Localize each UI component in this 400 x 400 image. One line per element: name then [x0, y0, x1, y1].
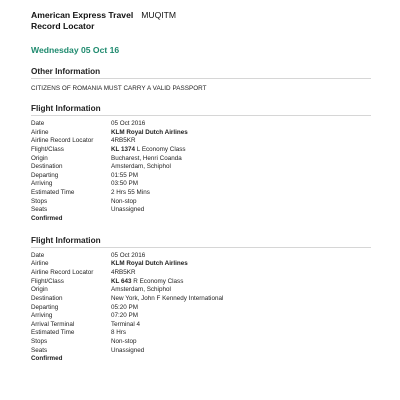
row-date [31, 120, 371, 129]
label-airline-record-locator: Airline Record Locator [31, 268, 94, 276]
row-origin [31, 286, 371, 295]
value-flight-class [111, 146, 371, 155]
booking-status: Confirmed [31, 215, 63, 223]
row-arriving [31, 312, 371, 321]
row-estimated-time [31, 329, 371, 338]
record-locator-code: MUQITM [141, 10, 177, 20]
passport-notice: CITIZENS OF ROMANIA MUST CARRY A VALID PASSPORT [31, 85, 207, 92]
record-locator-label: Record Locator [31, 20, 95, 31]
section-title-flight-information: Flight Information [31, 235, 371, 248]
value-stops: Non-stop [111, 338, 137, 346]
label-estimated-time: Estimated Time [31, 329, 75, 337]
label-flight-class: Flight/Class [31, 145, 64, 153]
value-seats: Unassigned [111, 346, 145, 354]
value-seats: Unassigned [111, 206, 145, 214]
label-arriving: Arriving [31, 180, 53, 188]
value-stops: Non-stop [111, 197, 137, 205]
label-departing: Departing [31, 303, 59, 311]
label-destination: Destination [31, 163, 63, 171]
value-arriving: 03:50 PM [111, 180, 138, 188]
row-date [31, 252, 371, 261]
label-seats: Seats [31, 346, 48, 354]
label-origin: Origin [31, 154, 48, 162]
travel-class: L Economy Class [136, 145, 186, 153]
other-information-section [31, 66, 371, 93]
flight-number: KL 1374 [111, 145, 136, 153]
section-title-other-information: Other Information [31, 66, 371, 79]
label-arriving: Arriving [31, 312, 53, 320]
value-airline: KLM Royal Dutch Airlines [111, 128, 188, 136]
flight-information-section-2 [31, 235, 371, 364]
row-airline [31, 260, 371, 269]
row-stops [31, 338, 371, 347]
row-flight-class [31, 278, 371, 287]
flight-number: KL 643 [111, 277, 132, 285]
label-date: Date [31, 120, 45, 127]
value-origin: Bucharest, Henri Coanda [111, 154, 182, 162]
value-destination: New York, John F Kennedy International [111, 294, 224, 302]
label-arrival-terminal: Arrival Terminal [31, 320, 75, 328]
row-departing [31, 304, 371, 313]
row-origin [31, 155, 371, 164]
row-arrival-terminal [31, 321, 371, 330]
row-departing [31, 172, 371, 181]
value-airline: KLM Royal Dutch Airlines [111, 260, 188, 268]
row-seats [31, 206, 371, 215]
row-airline-record-locator [31, 269, 371, 278]
flight-details-1 [31, 120, 371, 224]
section-title-flight-information: Flight Information [31, 103, 371, 116]
value-destination: Amsterdam, Schiphol [111, 163, 171, 171]
value-departing: 01:55 PM [111, 171, 138, 179]
travel-class: R Economy Class [133, 277, 184, 285]
label-airline: Airline [31, 128, 49, 136]
value-arriving: 07:20 PM [111, 312, 138, 320]
row-flight-class [31, 146, 371, 155]
booking-status: Confirmed [31, 355, 63, 363]
value-date: 05 Oct 2016 [111, 120, 146, 127]
label-origin: Origin [31, 286, 48, 294]
value-departing: 05:20 PM [111, 303, 138, 311]
label-flight-class: Flight/Class [31, 277, 64, 285]
row-airline-record-locator [31, 137, 371, 146]
value-flight-class [111, 278, 371, 287]
label-estimated-time: Estimated Time [31, 189, 75, 197]
value-origin: Amsterdam, Schiphol [111, 286, 171, 294]
agency-name: American Express Travel [31, 10, 134, 20]
value-estimated-time: 8 Hrs [111, 329, 127, 337]
trip-date-heading: Wednesday 05 Oct 16 [31, 45, 120, 55]
value-airline-record-locator: 4RB5KR [111, 137, 136, 145]
header-line-1 [31, 10, 371, 21]
value-airline-record-locator: 4RB5KR [111, 268, 136, 276]
label-airline: Airline [31, 260, 49, 268]
label-stops: Stops [31, 197, 48, 205]
label-airline-record-locator: Airline Record Locator [31, 137, 94, 145]
row-arriving [31, 180, 371, 189]
row-estimated-time [31, 189, 371, 198]
label-departing: Departing [31, 171, 59, 179]
row-stops [31, 198, 371, 207]
label-seats: Seats [31, 206, 48, 214]
row-destination [31, 163, 371, 172]
value-estimated-time: 2 Hrs 55 Mins [111, 189, 150, 197]
label-date: Date [31, 251, 45, 259]
value-arrival-terminal: Terminal 4 [111, 320, 141, 328]
label-destination: Destination [31, 294, 63, 302]
flight-details-2 [31, 252, 371, 364]
row-airline [31, 129, 371, 138]
row-seats [31, 347, 371, 356]
row-destination [31, 295, 371, 304]
flight-information-section-1 [31, 103, 371, 224]
value-date: 05 Oct 2016 [111, 251, 146, 259]
itinerary-page [31, 10, 371, 364]
label-stops: Stops [31, 338, 48, 346]
itinerary-header [31, 10, 371, 31]
